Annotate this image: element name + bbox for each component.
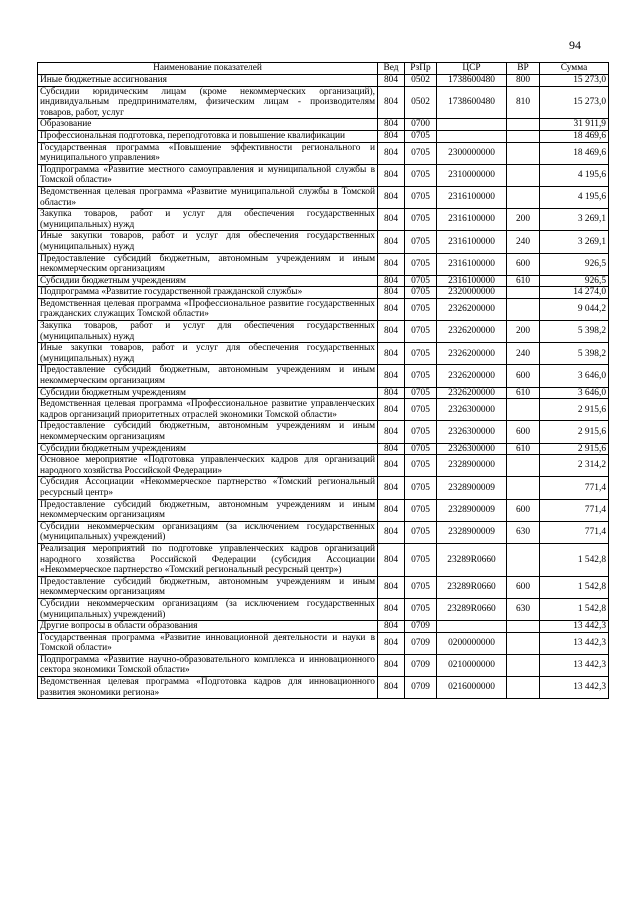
header-sum: Сумма <box>540 63 609 75</box>
table-row <box>38 142 609 164</box>
cell-sum: 31 911,9 <box>540 119 609 131</box>
table-header-row <box>38 63 609 75</box>
cell-vr <box>507 399 540 421</box>
table-row <box>38 677 609 699</box>
cell-rzpr: 0705 <box>405 477 437 499</box>
cell-vr: 630 <box>507 521 540 543</box>
cell-csr: 2326200000 <box>437 298 507 320</box>
cell-csr: 2310000000 <box>437 164 507 186</box>
cell-ved: 804 <box>378 499 405 521</box>
cell-rzpr: 0502 <box>405 75 437 87</box>
table-row <box>38 119 609 131</box>
cell-vr <box>507 287 540 299</box>
cell-csr: 0216000000 <box>437 677 507 699</box>
cell-rzpr: 0709 <box>405 654 437 676</box>
cell-vr: 240 <box>507 343 540 365</box>
table-row <box>38 399 609 421</box>
table-row <box>38 654 609 676</box>
cell-name: Субсидии некоммерческим организациям (за исключением государственных (муниципальных) учреждений) <box>38 521 378 543</box>
cell-vr <box>507 186 540 208</box>
cell-name: Основное мероприятие «Подготовка управленческих кадров для организаций народного хозяйства Российской Федерации» <box>38 455 378 477</box>
cell-csr: 1738600480 <box>437 75 507 87</box>
cell-name: Ведомственная целевая программа «Профессиональное развитие государственных гражданских служащих Томской области» <box>38 298 378 320</box>
cell-sum: 5 398,2 <box>540 343 609 365</box>
cell-name: Реализация мероприятий по подготовке управленческих кадров организаций народного хозяйства Российской Федерации (субсидия Ассоциации «Некоммерческое партнерство «Томский региональный ресурсный центр») <box>38 543 378 576</box>
cell-csr: 2326200000 <box>437 387 507 399</box>
table-row <box>38 443 609 455</box>
cell-name: Ведомственная целевая программа «Подготовка кадров для инновационного развития экономики региона» <box>38 677 378 699</box>
table-row <box>38 231 609 253</box>
cell-sum: 13 442,3 <box>540 677 609 699</box>
cell-name: Образование <box>38 119 378 131</box>
cell-name: Подпрограмма «Развитие государственной гражданской службы» <box>38 287 378 299</box>
cell-vr: 610 <box>507 275 540 287</box>
budget-table <box>37 62 609 699</box>
table-row <box>38 130 609 142</box>
cell-rzpr: 0705 <box>405 287 437 299</box>
header-csr: ЦСР <box>437 63 507 75</box>
cell-name: Государственная программа «Развитие инновационной деятельности и науки в Томской области» <box>38 632 378 654</box>
cell-ved: 804 <box>378 321 405 343</box>
cell-ved: 804 <box>378 209 405 231</box>
cell-sum: 2 915,6 <box>540 399 609 421</box>
cell-sum: 2 314,2 <box>540 455 609 477</box>
cell-csr: 23289R0660 <box>437 543 507 576</box>
cell-vr <box>507 621 540 633</box>
cell-name: Подпрограмма «Развитие местного самоуправления и муниципальной службы в Томской области» <box>38 164 378 186</box>
cell-sum: 5 398,2 <box>540 321 609 343</box>
cell-sum: 18 469,6 <box>540 142 609 164</box>
cell-ved: 804 <box>378 164 405 186</box>
cell-csr: 2328900009 <box>437 499 507 521</box>
cell-rzpr: 0705 <box>405 387 437 399</box>
cell-rzpr: 0502 <box>405 86 437 119</box>
cell-name: Иные закупки товаров, работ и услуг для обеспечения государственных (муниципальных) нужд <box>38 343 378 365</box>
cell-ved: 804 <box>378 86 405 119</box>
table-row <box>38 632 609 654</box>
cell-ved: 804 <box>378 365 405 387</box>
cell-csr: 2316100000 <box>437 275 507 287</box>
cell-ved: 804 <box>378 632 405 654</box>
cell-ved: 804 <box>378 343 405 365</box>
table-row <box>38 321 609 343</box>
cell-csr: 1738600480 <box>437 86 507 119</box>
cell-name: Субсидии некоммерческим организациям (за исключением государственных (муниципальных) учреждений) <box>38 598 378 620</box>
header-ved: Вед <box>378 63 405 75</box>
cell-ved: 804 <box>378 298 405 320</box>
cell-name: Другие вопросы в области образования <box>38 621 378 633</box>
cell-sum: 4 195,6 <box>540 186 609 208</box>
cell-name: Ведомственная целевая программа «Профессиональное развитие управленческих кадров организаций приоритетных отраслей экономики Томской области» <box>38 399 378 421</box>
table-row <box>38 543 609 576</box>
cell-name: Субсидии бюджетным учреждениям <box>38 443 378 455</box>
cell-rzpr: 0705 <box>405 399 437 421</box>
table-row <box>38 421 609 443</box>
cell-name: Профессиональная подготовка, переподготовка и повышение квалификации <box>38 130 378 142</box>
table-row <box>38 287 609 299</box>
cell-sum: 3 646,0 <box>540 387 609 399</box>
cell-name: Предоставление субсидий бюджетным, автономным учреждениям и иным некоммерческим организациям <box>38 253 378 275</box>
cell-ved: 804 <box>378 421 405 443</box>
cell-sum: 13 442,3 <box>540 621 609 633</box>
cell-vr <box>507 654 540 676</box>
cell-vr <box>507 164 540 186</box>
cell-ved: 804 <box>378 677 405 699</box>
cell-sum: 1 542,8 <box>540 543 609 576</box>
header-rzpr: РзПр <box>405 63 437 75</box>
cell-ved: 804 <box>378 654 405 676</box>
cell-rzpr: 0705 <box>405 598 437 620</box>
cell-rzpr: 0705 <box>405 455 437 477</box>
table-row <box>38 209 609 231</box>
cell-name: Иные закупки товаров, работ и услуг для обеспечения государственных (муниципальных) нужд <box>38 231 378 253</box>
cell-name: Государственная программа «Повышение эффективности регионального и муниципального управления» <box>38 142 378 164</box>
cell-ved: 804 <box>378 399 405 421</box>
cell-ved: 804 <box>378 598 405 620</box>
table-body <box>38 75 609 699</box>
cell-ved: 804 <box>378 142 405 164</box>
cell-sum: 1 542,8 <box>540 598 609 620</box>
cell-vr <box>507 677 540 699</box>
table-row <box>38 576 609 598</box>
cell-name: Субсидии бюджетным учреждениям <box>38 275 378 287</box>
cell-ved: 804 <box>378 477 405 499</box>
cell-name: Предоставление субсидий бюджетным, автономным учреждениям и иным некоммерческим организациям <box>38 365 378 387</box>
cell-vr: 600 <box>507 365 540 387</box>
cell-csr: 2300000000 <box>437 142 507 164</box>
cell-sum: 771,4 <box>540 477 609 499</box>
cell-csr: 2328900000 <box>437 455 507 477</box>
cell-csr <box>437 621 507 633</box>
cell-ved: 804 <box>378 387 405 399</box>
cell-rzpr: 0709 <box>405 677 437 699</box>
cell-ved: 804 <box>378 455 405 477</box>
cell-ved: 804 <box>378 576 405 598</box>
cell-sum: 926,5 <box>540 253 609 275</box>
header-name: Наименование показателей <box>38 63 378 75</box>
cell-csr: 2326200000 <box>437 321 507 343</box>
cell-sum: 14 274,0 <box>540 287 609 299</box>
cell-rzpr: 0700 <box>405 119 437 131</box>
cell-name: Субсидии юридическим лицам (кроме некоммерческих организаций), индивидуальным предпринимателям, физическим лицам - производителям товаров, работ, услуг <box>38 86 378 119</box>
cell-csr: 23289R0660 <box>437 598 507 620</box>
cell-rzpr: 0705 <box>405 130 437 142</box>
cell-rzpr: 0705 <box>405 209 437 231</box>
cell-csr: 2320000000 <box>437 287 507 299</box>
table-row <box>38 387 609 399</box>
cell-csr: 2316100000 <box>437 253 507 275</box>
cell-rzpr: 0705 <box>405 521 437 543</box>
cell-csr: 2326300000 <box>437 443 507 455</box>
cell-rzpr: 0705 <box>405 443 437 455</box>
cell-rzpr: 0705 <box>405 298 437 320</box>
cell-csr: 2326200000 <box>437 365 507 387</box>
table-row <box>38 186 609 208</box>
cell-sum: 1 542,8 <box>540 576 609 598</box>
cell-csr: 2316100000 <box>437 231 507 253</box>
cell-name: Предоставление субсидий бюджетным, автономным учреждениям и иным некоммерческим организациям <box>38 421 378 443</box>
cell-csr <box>437 119 507 131</box>
cell-vr: 800 <box>507 75 540 87</box>
cell-ved: 804 <box>378 231 405 253</box>
cell-ved: 804 <box>378 75 405 87</box>
table-row <box>38 499 609 521</box>
cell-csr: 23289R0660 <box>437 576 507 598</box>
cell-rzpr: 0705 <box>405 576 437 598</box>
table-row <box>38 164 609 186</box>
cell-csr <box>437 130 507 142</box>
cell-sum: 2 915,6 <box>540 443 609 455</box>
cell-csr: 2326200000 <box>437 343 507 365</box>
cell-sum: 3 269,1 <box>540 209 609 231</box>
cell-vr: 630 <box>507 598 540 620</box>
cell-sum: 4 195,6 <box>540 164 609 186</box>
cell-rzpr: 0705 <box>405 499 437 521</box>
cell-ved: 804 <box>378 275 405 287</box>
cell-csr: 2328900009 <box>437 521 507 543</box>
cell-ved: 804 <box>378 443 405 455</box>
table-row <box>38 298 609 320</box>
cell-vr: 600 <box>507 421 540 443</box>
cell-rzpr: 0705 <box>405 321 437 343</box>
cell-ved: 804 <box>378 253 405 275</box>
cell-csr: 2316100000 <box>437 186 507 208</box>
table-row <box>38 365 609 387</box>
cell-sum: 3 269,1 <box>540 231 609 253</box>
cell-ved: 804 <box>378 119 405 131</box>
cell-vr: 610 <box>507 387 540 399</box>
cell-vr: 610 <box>507 443 540 455</box>
table-row <box>38 86 609 119</box>
cell-name: Закупка товаров, работ и услуг для обеспечения государственных (муниципальных) нужд <box>38 321 378 343</box>
cell-ved: 804 <box>378 621 405 633</box>
cell-rzpr: 0705 <box>405 164 437 186</box>
cell-sum: 2 915,6 <box>540 421 609 443</box>
cell-rzpr: 0709 <box>405 621 437 633</box>
cell-rzpr: 0705 <box>405 231 437 253</box>
cell-name: Ведомственная целевая программа «Развитие муниципальной службы в Томской области» <box>38 186 378 208</box>
cell-rzpr: 0705 <box>405 253 437 275</box>
cell-name: Закупка товаров, работ и услуг для обеспечения государственных (муниципальных) нужд <box>38 209 378 231</box>
table-row <box>38 598 609 620</box>
cell-vr: 600 <box>507 253 540 275</box>
table-row <box>38 477 609 499</box>
cell-vr <box>507 632 540 654</box>
cell-vr <box>507 130 540 142</box>
cell-vr: 240 <box>507 231 540 253</box>
table-row <box>38 343 609 365</box>
cell-ved: 804 <box>378 186 405 208</box>
cell-vr <box>507 543 540 576</box>
cell-rzpr: 0705 <box>405 543 437 576</box>
cell-rzpr: 0705 <box>405 343 437 365</box>
cell-rzpr: 0705 <box>405 186 437 208</box>
cell-ved: 804 <box>378 521 405 543</box>
cell-vr <box>507 455 540 477</box>
cell-ved: 804 <box>378 130 405 142</box>
cell-vr <box>507 477 540 499</box>
cell-vr: 200 <box>507 209 540 231</box>
cell-rzpr: 0705 <box>405 365 437 387</box>
table-row <box>38 621 609 633</box>
cell-sum: 771,4 <box>540 521 609 543</box>
cell-ved: 804 <box>378 543 405 576</box>
page-number: 94 <box>569 38 581 52</box>
cell-sum: 13 442,3 <box>540 632 609 654</box>
cell-sum: 771,4 <box>540 499 609 521</box>
cell-vr <box>507 298 540 320</box>
cell-csr: 0210000000 <box>437 654 507 676</box>
cell-vr <box>507 119 540 131</box>
cell-sum: 15 273,0 <box>540 75 609 87</box>
cell-name: Предоставление субсидий бюджетным, автономным учреждениям и иным некоммерческим организациям <box>38 499 378 521</box>
table-row <box>38 521 609 543</box>
cell-sum: 9 044,2 <box>540 298 609 320</box>
cell-ved: 804 <box>378 287 405 299</box>
table-row <box>38 455 609 477</box>
cell-sum: 18 469,6 <box>540 130 609 142</box>
cell-csr: 0200000000 <box>437 632 507 654</box>
cell-vr <box>507 142 540 164</box>
table-row <box>38 275 609 287</box>
cell-rzpr: 0705 <box>405 275 437 287</box>
cell-sum: 926,5 <box>540 275 609 287</box>
cell-name: Субсидии бюджетным учреждениям <box>38 387 378 399</box>
table-row <box>38 75 609 87</box>
cell-name: Субсидия Ассоциации «Некоммерческое партнерство «Томский региональный ресурсный центр» <box>38 477 378 499</box>
cell-name: Предоставление субсидий бюджетным, автономным учреждениям и иным некоммерческим организациям <box>38 576 378 598</box>
cell-name: Подпрограмма «Развитие научно-образовательного комплекса и инновационного сектора экономики Томской области» <box>38 654 378 676</box>
header-vr: ВР <box>507 63 540 75</box>
cell-name: Иные бюджетные ассигнования <box>38 75 378 87</box>
cell-rzpr: 0705 <box>405 421 437 443</box>
cell-csr: 2326300000 <box>437 421 507 443</box>
cell-rzpr: 0709 <box>405 632 437 654</box>
cell-sum: 13 442,3 <box>540 654 609 676</box>
cell-vr: 600 <box>507 499 540 521</box>
cell-vr: 810 <box>507 86 540 119</box>
cell-vr: 600 <box>507 576 540 598</box>
cell-csr: 2326300000 <box>437 399 507 421</box>
cell-rzpr: 0705 <box>405 142 437 164</box>
table-row <box>38 253 609 275</box>
cell-csr: 2316100000 <box>437 209 507 231</box>
cell-sum: 15 273,0 <box>540 86 609 119</box>
cell-csr: 2328900009 <box>437 477 507 499</box>
cell-vr: 200 <box>507 321 540 343</box>
cell-sum: 3 646,0 <box>540 365 609 387</box>
